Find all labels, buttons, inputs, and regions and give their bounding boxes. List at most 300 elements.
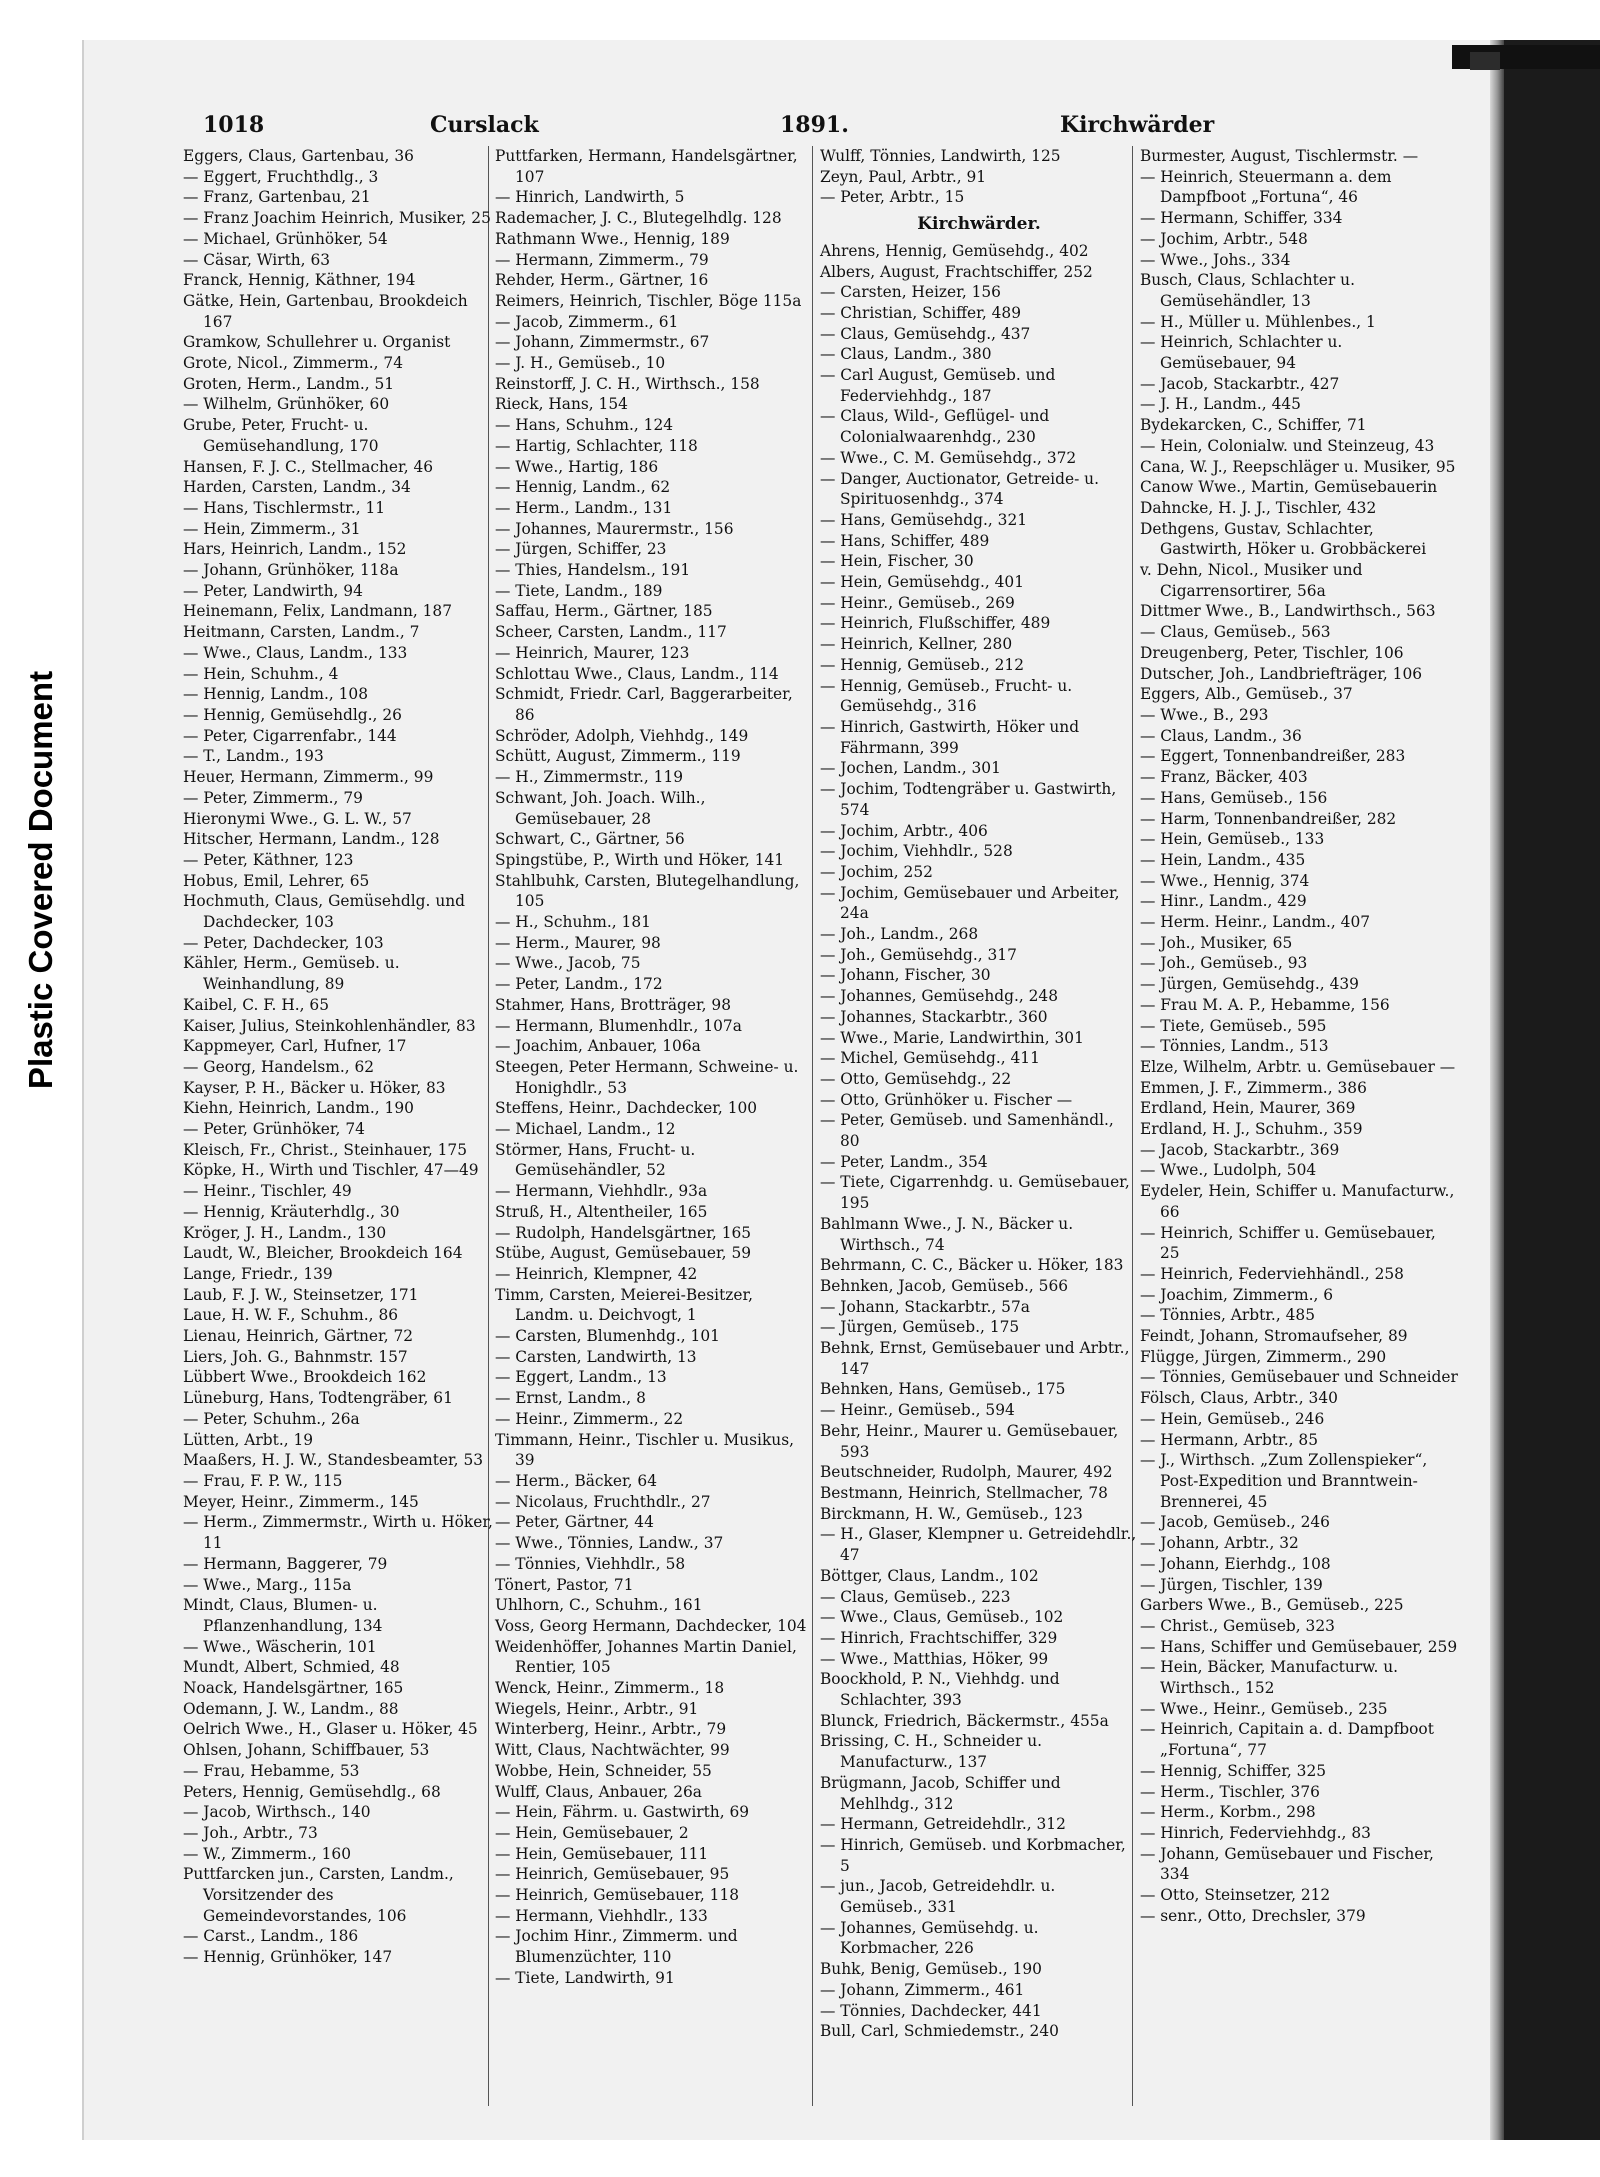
directory-entry: Lienau, Heinrich, Gärtner, 72 [183,1327,414,1346]
directory-entry: Kappmeyer, Carl, Hufner, 17 [183,1037,407,1056]
directory-entry: Liers, Joh. G., Bahnmstr. 157 [183,1347,408,1366]
directory-entry: — Hein, Gemüseb., 246 [1140,1409,1325,1428]
directory-entry: Brügmann, Jacob, Schiffer und Mehlhdg., 312 [820,1773,1061,1813]
directory-entry: — Hinrich, Gemüseb. und Korbmacher, 5 [820,1835,1126,1875]
directory-entry: Lange, Friedr., 139 [183,1264,333,1283]
directory-entry: Mindt, Claus, Blumen- u. Pflanzenhandlung, 134 [183,1596,383,1635]
directory-entry: — Joachim, Anbauer, 106a [495,1037,701,1056]
directory-entry: Behnken, Jacob, Gemüseb., 566 [820,1276,1069,1295]
directory-entry: Bestmann, Heinrich, Stellmacher, 78 [820,1484,1108,1502]
directory-entry: — Peter, Grünhöker, 74 [183,1120,365,1139]
directory-entry: Rathmann Wwe., Hennig, 189 [495,229,730,248]
directory-entry: — Hinr., Landm., 429 [1140,892,1307,911]
directory-entry: Albers, August, Frachtschiffer, 252 [820,262,1093,281]
directory-entry: — Danger, Auctionator, Getreide- u. Spirituosenhdg., 374 [820,469,1099,509]
directory-entry: Steffens, Heinr., Dachdecker, 100 [495,1099,758,1118]
directory-entry: — Jürgen, Gemüsehdg., 439 [1140,975,1359,994]
directory-entry: Schütt, August, Zimmerm., 119 [495,747,741,766]
directory-entry: — Claus, Landm., 380 [820,345,992,364]
directory-entry: Birckmann, H. W., Gemüseb., 123 [820,1504,1083,1523]
directory-entry: — Wwe., Hennig, 374 [1140,871,1310,890]
directory-entry: Hansen, F. J. C., Stellmacher, 46 [183,457,434,476]
binding-tab [1470,52,1500,70]
directory-entry: Weidenhöffer, Johannes Martin Daniel, Rentier, 105 [495,1637,797,1677]
directory-entry: — Hennig, Landm., 62 [495,478,671,497]
directory-entry: Gätke, Hein, Gartenbau, Brookdeich 167 [183,291,468,331]
directory-entry: — Jochim, Gemüsebauer und Arbeiter, 24a [820,883,1120,923]
directory-entry: — Johann, Zimmermstr., 67 [495,333,710,352]
directory-entry: Kaibel, C. F. H., 65 [183,995,330,1014]
directory-entry: — Jürgen, Schiffer, 23 [495,540,667,559]
directory-entry: — Claus, Gemüsehdg., 437 [820,324,1031,343]
directory-entry: Canow Wwe., Martin, Gemüsebauerin [1140,478,1438,497]
directory-entry: — Hein, Fischer, 30 [820,552,974,571]
directory-entry: — Hermann, Arbtr., 85 [1140,1430,1318,1449]
directory-entry: Grube, Peter, Frucht- u. Gemüsehandlung, 170 [183,416,379,455]
directory-entry: — Hein, Landm., 435 [1140,850,1306,869]
directory-entry: — Michael, Landm., 12 [495,1120,676,1139]
directory-entry: — Herm., Maurer, 98 [495,933,661,952]
directory-entry: — Frau M. A. P., Hebamme, 156 [1140,995,1390,1014]
directory-entry: — J. H., Landm., 445 [1140,395,1301,414]
directory-entry: — Peter, Landm., 354 [820,1152,988,1171]
directory-entry: — Tiete, Cigarrenhdg. u. Gemüsebauer, 195 [820,1173,1130,1213]
directory-entry: Lüneburg, Hans, Todtengräber, 61 [183,1389,453,1408]
directory-entry: — Heinrich, Capitain a. d. Dampfboot „Fortuna“, 77 [1140,1720,1434,1760]
directory-entry: — Peter, Schuhm., 26a [183,1409,360,1428]
directory-entry: — Wwe., Jacob, 75 [495,954,641,973]
directory-entry: Reinstorff, J. C. H., Wirthsch., 158 [495,374,760,393]
directory-entry: — Jacob, Wirthsch., 140 [183,1803,371,1822]
section-heading: Kirchwärder. [917,214,1041,235]
directory-entry: — Hermann, Zimmerm., 79 [495,250,709,269]
directory-entry: — Georg, Handelsm., 62 [183,1057,375,1076]
scanner-background [1504,40,1600,2140]
directory-entry: Burmester, August, Tischlermstr. — [1140,147,1419,165]
directory-entry: — Heinr., Gemüseb., 594 [820,1401,1015,1420]
directory-entry: — Hennig, Landm., 108 [183,685,369,704]
directory-entry: — Hartig, Schlachter, 118 [495,436,698,455]
directory-entry: — Hans, Gemüsehdg., 321 [820,510,1028,529]
directory-entry: — Ernst, Landm., 8 [495,1389,646,1408]
directory-entry: — Hinrich, Gastwirth, Höker und Fährmann, 399 [820,717,1080,757]
directory-entry: — Wwe., Claus, Gemüseb., 102 [820,1608,1064,1627]
directory-entry: Voss, Georg Hermann, Dachdecker, 104 [495,1616,807,1635]
directory-entry: — Wwe., Marie, Landwirthin, 301 [820,1028,1084,1047]
directory-entry: — jun., Jacob, Getreidehdlr. u. Gemüseb., 331 [820,1877,1056,1917]
directory-entry: — Claus, Gemüseb., 563 [1140,623,1331,642]
directory-entry: Behr, Heinr., Maurer u. Gemüsebauer, 593 [820,1421,1119,1461]
directory-entry: — Hein, Gemüseb., 133 [1140,830,1325,849]
directory-entry: — Peter, Cigarrenfabr., 144 [183,726,397,745]
directory-entry: Kiehn, Heinrich, Landm., 190 [183,1099,414,1118]
directory-entry: Wulff, Claus, Anbauer, 26a [495,1782,702,1801]
directory-entry: — Peter, Gemüseb. und Samenhändl., 80 [820,1111,1114,1151]
directory-entry: Grote, Nicol., Zimmerm., 74 [183,354,403,373]
directory-entry: — Johannes, Maurermstr., 156 [495,519,734,538]
directory-entry: — Johannes, Gemüsehdg. u. Korbmacher, 226 [820,1918,1039,1958]
directory-entry: — Wilhelm, Grünhöker, 60 [183,395,390,414]
directory-entry: Garbers Wwe., B., Gemüseb., 225 [1140,1596,1404,1615]
directory-entry: — Hinrich, Landwirth, 5 [495,188,685,207]
directory-entry: — T., Landm., 193 [183,747,324,766]
directory-entry: Gramkow, Schullehrer u. Organist [183,333,451,352]
directory-entry: Heitmann, Carsten, Landm., 7 [183,623,420,642]
directory-entry: — Frau, Hebamme, 53 [183,1761,360,1780]
directory-entry: — Peter, Zimmerm., 79 [183,788,363,807]
directory-entry: — Heinrich, Gemüsebauer, 118 [495,1886,740,1905]
directory-entry: Kayser, P. H., Bäcker u. Höker, 83 [183,1078,446,1097]
directory-entry: — Tönnies, Landm., 513 [1140,1037,1329,1056]
directory-entry: — Jacob, Stackarbtr., 369 [1140,1140,1340,1159]
directory-entry: Struß, H., Altentheiler, 165 [495,1202,708,1221]
directory-entry: Erdland, H. J., Schuhm., 359 [1140,1120,1363,1139]
directory-entry: — Franz, Bäcker, 403 [1140,768,1308,787]
directory-entry: — H., Müller u. Mühlenbes., 1 [1140,312,1376,331]
directory-entry: — Hennig, Schiffer, 325 [1140,1761,1327,1780]
directory-entry: — H., Schuhm., 181 [495,913,651,932]
directory-entry: Dahncke, H. J. J., Tischler, 432 [1140,498,1377,517]
directory-entry: — Johann, Stackarbtr., 57a [820,1297,1030,1316]
directory-entry: — Jacob, Gemüseb., 246 [1140,1513,1330,1532]
directory-entry: — Hein, Gemüsehdg., 401 [820,573,1025,592]
directory-entry: — Claus, Gemüseb., 223 [820,1587,1011,1606]
directory-entry: Rieck, Hans, 154 [495,395,628,414]
directory-entry: — Heinrich, Federviehhändl., 258 [1140,1264,1404,1283]
directory-entry: — Thies, Handelsm., 191 [495,561,691,580]
directory-entry: — Hein, Zimmerm., 31 [183,519,361,538]
directory-entry: Buhk, Benig, Gemüseb., 190 [820,1960,1042,1979]
directory-entry: v. Dehn, Nicol., Musiker und Cigarrensortirer, 56a [1140,561,1363,600]
directory-entry: — Johann, Zimmerm., 461 [820,1980,1025,1999]
directory-entry: — Tiete, Landwirth, 91 [495,1968,675,1987]
directory-entry: — Johann, Arbtr., 32 [1140,1534,1299,1553]
directory-entry: Ohlsen, Johann, Schiffbauer, 53 [183,1741,430,1760]
directory-entry: Puttfarcken jun., Carsten, Landm., Vorsitzender des Gemeindevorstandes, 106 [183,1865,454,1925]
directory-entry: — Eggert, Landm., 13 [495,1368,667,1387]
plastic-covered-label: Plastic Covered Document [22,670,59,1090]
directory-entry: — Tönnies, Dachdecker, 441 [820,2001,1042,2020]
directory-entry: Stahmer, Hans, Brotträger, 98 [495,995,731,1014]
directory-entry: — Joh., Gemüseb., 93 [1140,954,1308,973]
directory-entry: — Herm., Tischler, 376 [1140,1782,1320,1801]
directory-entry: — Carsten, Blumenhdg., 101 [495,1327,720,1346]
directory-entry: Köpke, H., Wirth und Tischler, 47—49 [183,1161,479,1180]
directory-entry: — Hans, Schiffer, 489 [820,531,990,550]
directory-entry: Elze, Wilhelm, Arbtr. u. Gemüsebauer — [1140,1057,1456,1076]
column-2 [495,146,813,1989]
directory-entry: Noack, Handelsgärtner, 165 [183,1679,404,1698]
directory-entry: — Jochen, Landm., 301 [820,759,1001,778]
directory-entry: Tönert, Pastor, 71 [495,1575,634,1594]
directory-entry: Wenck, Heinr., Zimmerm., 18 [495,1679,725,1698]
directory-entry: — Hermann, Viehhdlr., 93a [495,1182,708,1201]
directory-entry: — Wwe., Johs., 334 [1140,250,1291,269]
directory-entry: — Jacob, Zimmerm., 61 [495,312,679,331]
directory-entry: Harden, Carsten, Landm., 34 [183,478,411,497]
directory-entry: — Jacob, Stackarbtr., 427 [1140,374,1340,393]
directory-entry: — Harm, Tonnenbandreißer, 282 [1140,809,1397,828]
directory-entry: Bull, Carl, Schmiedemstr., 240 [820,2022,1059,2041]
directory-entry: — Jochim, Viehhdlr., 528 [820,842,1013,861]
directory-entry: Laudt, W., Bleicher, Brookdeich 164 [183,1244,463,1263]
directory-entry: — Joh., Landm., 268 [820,925,979,944]
directory-entry: Steegen, Peter Hermann, Schweine- u. Honighdlr., 53 [495,1057,799,1097]
directory-entry: — Tönnies, Arbtr., 485 [1140,1306,1315,1325]
directory-entry: — Johannes, Gemüsehdg., 248 [820,987,1059,1006]
directory-entry: Eydeler, Hein, Schiffer u. Manufacturw., 66 [1140,1182,1455,1221]
directory-entry: Kleisch, Fr., Christ., Steinhauer, 175 [183,1140,468,1159]
directory-entry: Uhlhorn, C., Schuhm., 161 [495,1596,703,1615]
directory-entry: Winterberg, Heinr., Arbtr., 79 [495,1720,727,1739]
directory-entry: — Carsten, Landwirth, 13 [495,1347,697,1366]
directory-entry: Odemann, J. W., Landm., 88 [183,1699,399,1718]
directory-entry: Boockhold, P. N., Viehhdg. und Schlachter, 393 [820,1670,1060,1710]
directory-entry: Hochmuth, Claus, Gemüsehdlg. und Dachdecker, 103 [183,892,465,932]
directory-entry: Hobus, Emil, Lehrer, 65 [183,871,370,890]
directory-entry: — Heinrich, Schiffer u. Gemüsebauer, 25 [1140,1223,1436,1263]
directory-entry: — Otto, Gemüsehdg., 22 [820,1069,1012,1088]
directory-entry: — Johann, Fischer, 30 [820,966,991,985]
directory-entry: — Hein, Bäcker, Manufacturw. u. Wirthsch., 152 [1140,1658,1399,1698]
directory-entry: — Wwe., Matthias, Höker, 99 [820,1649,1049,1668]
directory-entry: Zeyn, Paul, Arbtr., 91 [820,167,987,186]
directory-entry: Emmen, J. F., Zimmerm., 386 [1140,1078,1367,1097]
directory-entry: — Cäsar, Wirth, 63 [183,250,331,269]
directory-entry: Schwart, C., Gärtner, 56 [495,830,685,849]
directory-entry: — Hennig, Kräuterhdlg., 30 [183,1202,400,1221]
directory-entry: Störmer, Hans, Frucht- u. Gemüsehändler, 52 [495,1140,696,1180]
directory-entry: — Rudolph, Handelsgärtner, 165 [495,1223,752,1242]
directory-entry: — Nicolaus, Fruchthdlr., 27 [495,1492,711,1511]
directory-entry: — Jochim Hinr., Zimmerm. und Blumenzüchter, 110 [495,1927,738,1967]
directory-entry: Groten, Herm., Landm., 51 [183,374,395,393]
directory-entry: Kähler, Herm., Gemüseb. u. Weinhandlung, 89 [183,954,400,994]
directory-entry: Behnk, Ernst, Gemüsebauer und Arbtr., 147 [820,1339,1130,1378]
header-place-right: Kirchwärder [1060,112,1215,138]
directory-entry: Schlottau Wwe., Claus, Landm., 114 [495,664,779,683]
directory-entry: Heinemann, Felix, Landmann, 187 [183,602,453,621]
directory-entry: Kröger, J. H., Landm., 130 [183,1223,387,1242]
directory-entry: — senr., Otto, Drechsler, 379 [1140,1906,1366,1925]
directory-entry: — Wwe., Hartig, 186 [495,457,659,476]
directory-entry: — Hans, Tischlermstr., 11 [183,498,386,517]
directory-entry: — Joachim, Zimmerm., 6 [1140,1285,1334,1304]
directory-entry: Beutschneider, Rudolph, Maurer, 492 [820,1463,1113,1482]
directory-entry: — Johann, Eierhdg., 108 [1140,1554,1331,1573]
directory-entry: — Tönnies, Gemüsebauer und Schneider [1140,1368,1458,1387]
directory-entry: — Heinr., Zimmerm., 22 [495,1409,684,1428]
directory-entry: Eggers, Claus, Gartenbau, 36 [183,147,414,165]
directory-entry: Wulff, Tönnies, Landwirth, 125 [820,147,1061,165]
directory-entry: — Heinrich, Maurer, 123 [495,643,690,662]
directory-entry: Dutscher, Joh., Landbriefträger, 106 [1140,664,1423,683]
directory-entry: Ahrens, Hennig, Gemüsehdg., 402 [820,241,1089,260]
directory-entry: — Heinr., Tischler, 49 [183,1182,352,1201]
directory-entry: — Joh., Musiker, 65 [1140,933,1293,952]
directory-entry: — J. H., Gemüseb., 10 [495,354,666,373]
directory-entry: — Tiete, Landm., 189 [495,581,663,600]
directory-entry: — Claus, Wild-, Geflügel- und Colonialwaarenhdg., 230 [820,407,1050,447]
directory-entry: — Hans, Gemüseb., 156 [1140,788,1328,807]
directory-entry: — Johannes, Stackarbtr., 360 [820,1007,1048,1026]
directory-entry: — Carsten, Heizer, 156 [820,283,1001,302]
directory-entry: — W., Zimmerm., 160 [183,1844,352,1863]
directory-entry: — Hennig, Grünhöker, 147 [183,1948,393,1967]
directory-entry: — Jürgen, Tischler, 139 [1140,1575,1323,1594]
directory-entry: Stübe, August, Gemüsebauer, 59 [495,1244,752,1263]
directory-entry: Dreugenberg, Peter, Tischler, 106 [1140,643,1404,662]
directory-entry: Dittmer Wwe., B., Landwirthsch., 563 [1140,602,1436,621]
directory-entry: — Hermann, Schiffer, 334 [1140,209,1343,228]
directory-entry: — Peter, Dachdecker, 103 [183,933,384,952]
directory-entry: Wiegels, Heinr., Arbtr., 91 [495,1699,699,1718]
column-3 [820,146,1138,2042]
directory-entry: — Wwe., C. M. Gemüsehdg., 372 [820,448,1077,467]
directory-entry: — Jochim, Todtengräber u. Gastwirth, 574 [820,780,1117,819]
directory-entry: Reimers, Heinrich, Tischler, Böge 115a [495,291,802,310]
directory-entry: — Jochim, 252 [820,862,933,881]
page-number: 1018 [203,112,265,138]
directory-entry: Saffau, Herm., Gärtner, 185 [495,602,713,621]
directory-entry: — Hein, Schuhm., 4 [183,664,339,683]
directory-entry: — Hans, Schiffer und Gemüsebauer, 259 [1140,1637,1458,1656]
directory-entry: — Hinrich, Frachtschiffer, 329 [820,1628,1058,1647]
directory-entry: Puttfarken, Hermann, Handelsgärtner, 107 [495,147,798,186]
directory-entry: — Hennig, Gemüseb., Frucht- u. Gemüsehdg., 316 [820,676,1073,716]
directory-entry: — Peter, Gärtner, 44 [495,1513,654,1532]
directory-entry: Bahlmann Wwe., J. N., Bäcker u. Wirthsch., 74 [820,1214,1074,1254]
directory-entry: — Herm., Landm., 131 [495,498,673,517]
directory-entry: Blunck, Friedrich, Bäckermstr., 455a [820,1711,1109,1730]
directory-entry: — Wwe., Ludolph, 504 [1140,1161,1317,1180]
directory-entry: — Eggert, Fruchthdlg., 3 [183,167,379,186]
header-year: 1891. [780,112,849,138]
directory-entry: — Joh., Arbtr., 73 [183,1823,318,1842]
directory-entry: Hars, Heinrich, Landm., 152 [183,540,407,559]
directory-entry: Meyer, Heinr., Zimmerm., 145 [183,1492,419,1511]
directory-entry: — Tönnies, Viehhdlr., 58 [495,1554,686,1573]
directory-entry: Fölsch, Claus, Arbtr., 340 [1140,1389,1338,1408]
directory-entry: — J., Wirthsch. „Zum Zollenspieker“, Post-Expedition und Branntwein-Brennerei, 45 [1140,1451,1428,1511]
directory-entry: Wobbe, Hein, Schneider, 55 [495,1761,712,1780]
directory-entry: — Heinrich, Flußschiffer, 489 [820,614,1051,633]
directory-entry: — Wwe., Tönnies, Landw., 37 [495,1534,724,1553]
directory-entry: — Heinrich, Gemüsebauer, 95 [495,1865,730,1884]
directory-entry: Heuer, Hermann, Zimmerm., 99 [183,768,434,787]
directory-entry: — Hein, Colonialw. und Steinzeug, 43 [1140,436,1435,455]
directory-entry: — Peter, Käthner, 123 [183,850,354,869]
directory-entry: — Wwe., B., 293 [1140,705,1269,724]
directory-entry: — Wwe., Claus, Landm., 133 [183,643,408,662]
directory-entry: — Otto, Steinsetzer, 212 [1140,1886,1331,1905]
directory-entry: Brissing, C. H., Schneider u. Manufacturw., 137 [820,1732,1042,1772]
column-1 [183,146,501,1968]
directory-entry: Maaßers, H. J. W., Standesbeamter, 53 [183,1451,484,1470]
directory-entry: — Jürgen, Gemüseb., 175 [820,1318,1020,1337]
directory-entry: — Tiete, Gemüseb., 595 [1140,1016,1327,1035]
directory-entry: — Herm., Bäcker, 64 [495,1472,658,1490]
directory-entry: — Frau, F. P. W., 115 [183,1472,343,1490]
directory-entry: — Carl August, Gemüseb. und Federviehhdg., 187 [820,366,1056,405]
directory-entry: Busch, Claus, Schlachter u. Gemüsehändler, 13 [1140,271,1355,310]
directory-entry: — Wwe., Marg., 115a [183,1575,352,1594]
directory-entry: — Wwe., Wäscherin, 101 [183,1637,377,1656]
directory-entry: — Hennig, Gemüsehdlg., 26 [183,705,402,724]
column-4 [1140,146,1458,1926]
directory-entry: — Hein, Fährm. u. Gastwirth, 69 [495,1803,750,1822]
directory-entry: Rademacher, J. C., Blutegelhdlg. 128 [495,209,782,228]
directory-entry: Stahlbuhk, Carsten, Blutegelhandlung, 105 [495,871,800,911]
directory-entry: — Herm. Heinr., Landm., 407 [1140,913,1371,932]
directory-entry: — H., Zimmermstr., 119 [495,768,684,787]
directory-entry: — Wwe., Heinr., Gemüseb., 235 [1140,1699,1388,1718]
directory-entry: — Herm., Zimmermstr., Wirth u. Höker, 11 [183,1513,493,1553]
directory-entry: Lübbert Wwe., Brookdeich 162 [183,1368,427,1387]
directory-entry: — Franz Joachim Heinrich, Musiker, 25 [183,209,491,228]
directory-entry: — Peter, Landm., 172 [495,975,663,994]
directory-entry: Rehder, Herm., Gärtner, 16 [495,271,709,290]
directory-entry: Spingstübe, P., Wirth und Höker, 141 [495,850,785,869]
directory-entry: Bydekarcken, C., Schiffer, 71 [1140,416,1367,435]
directory-entry: Schmidt, Friedr. Carl, Baggerarbeiter, 86 [495,685,793,724]
directory-entry: Cana, W. J., Reepschläger u. Musiker, 95 [1140,457,1456,476]
directory-entry: Kaiser, Julius, Steinkohlenhändler, 83 [183,1016,476,1035]
sidebar [0,0,82,2177]
directory-entry: Mundt, Albert, Schmied, 48 [183,1658,400,1677]
directory-entry: Erdland, Hein, Maurer, 369 [1140,1099,1356,1118]
directory-entry: — Jochim, Arbtr., 406 [820,821,988,840]
directory-entry: — Hermann, Getreidehdlr., 312 [820,1815,1066,1834]
directory-entry: — Joh., Gemüsehdg., 317 [820,945,1017,964]
directory-entry: — Heinrich, Schlachter u. Gemüsebauer, 94 [1140,333,1343,373]
directory-entry: — Claus, Landm., 36 [1140,726,1302,745]
directory-entry: — Hermann, Viehhdlr., 133 [495,1906,708,1925]
directory-entry: — Christ., Gemüseb, 323 [1140,1616,1335,1635]
directory-entry: Behrmann, C. C., Bäcker u. Höker, 183 [820,1256,1124,1275]
directory-entry: Böttger, Claus, Landm., 102 [820,1566,1039,1585]
directory-entry: — Johann, Gemüsebauer und Fischer, 334 [1140,1844,1434,1884]
directory-entry: Peters, Hennig, Gemüsehdlg., 68 [183,1782,441,1801]
directory-entry: Schröder, Adolph, Viehhdg., 149 [495,726,749,745]
directory-entry: Eggers, Alb., Gemüseb., 37 [1140,685,1353,704]
header-place-left: Curslack [430,112,539,138]
directory-entry: — Otto, Grünhöker u. Fischer — [820,1090,1073,1109]
directory-entry: — Hennig, Gemüseb., 212 [820,655,1025,674]
directory-entry: — Franz, Gartenbau, 21 [183,188,371,207]
directory-entry: — Christian, Schiffer, 489 [820,303,1021,322]
directory-entry: Behnken, Hans, Gemüseb., 175 [820,1380,1066,1399]
directory-entry: — Heinr., Gemüseb., 269 [820,593,1015,612]
directory-entry: Lütten, Arbt., 19 [183,1430,314,1449]
directory-entry: Franck, Hennig, Käthner, 194 [183,271,416,290]
directory-entry: — Herm., Korbm., 298 [1140,1803,1316,1822]
directory-entry: Scheer, Carsten, Landm., 117 [495,623,727,642]
directory-entry: Flügge, Jürgen, Zimmerm., 290 [1140,1347,1387,1366]
directory-entry: Oelrich Wwe., H., Glaser u. Höker, 45 [183,1720,478,1739]
directory-entry: — Michel, Gemüsehdg., 411 [820,1049,1040,1068]
directory-entry: — Hinrich, Federviehhdg., 83 [1140,1823,1371,1842]
directory-entry: — Hein, Gemüsebauer, 111 [495,1844,709,1863]
directory-entry: Hitscher, Hermann, Landm., 128 [183,830,440,849]
directory-entry: Laue, H. W. F., Schuhm., 86 [183,1306,399,1325]
directory-entry: Schwant, Joh. Joach. Wilh., Gemüsebauer, 28 [495,788,706,828]
directory-entry: — Carst., Landm., 186 [183,1927,359,1946]
directory-entry: — Heinrich, Steuermann a. dem Dampfboot „Fortuna“, 46 [1140,167,1392,207]
page-edge-shadow [1490,40,1504,2140]
directory-entry: — Heinrich, Kellner, 280 [820,635,1013,654]
directory-entry: — Eggert, Tonnenbandreißer, 283 [1140,747,1406,766]
